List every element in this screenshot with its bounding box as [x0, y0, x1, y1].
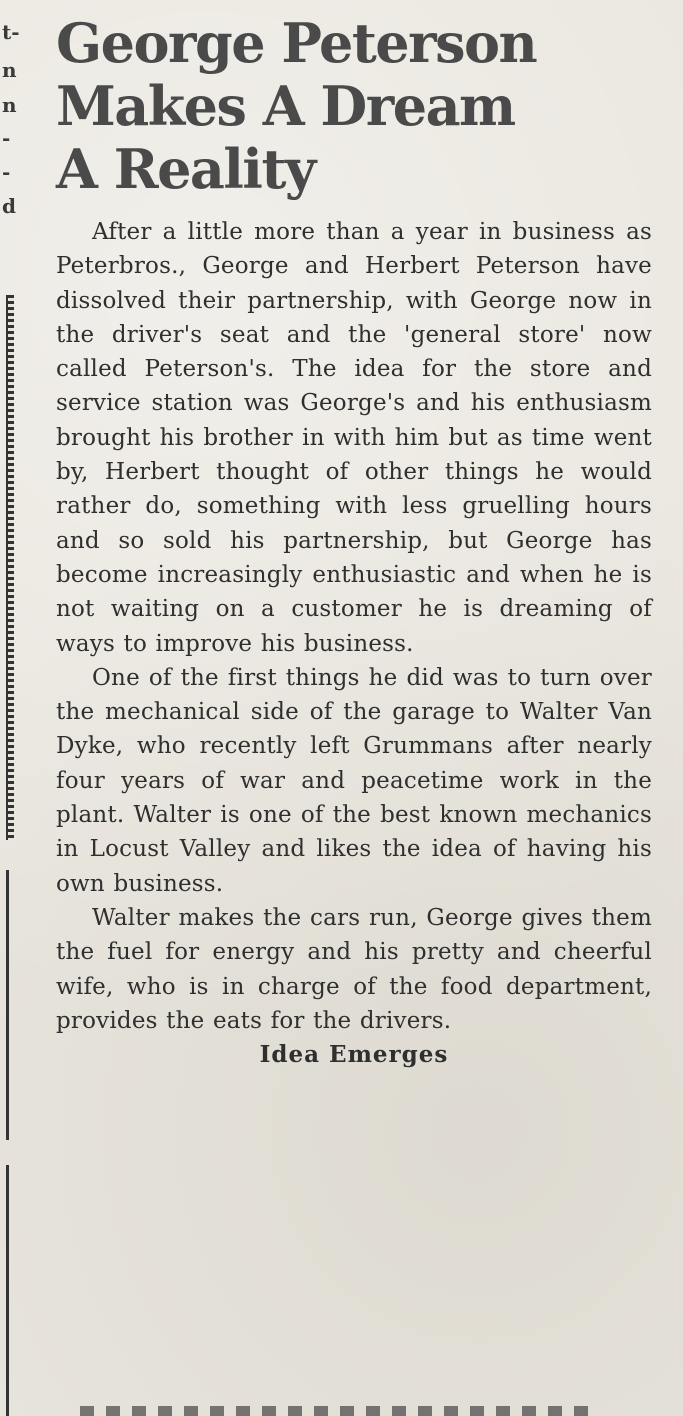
news-article — [56, 12, 652, 1072]
cut-off-text-line — [80, 1406, 600, 1416]
column-border-rule — [6, 870, 9, 1140]
margin-fragment: n — [2, 93, 17, 117]
adjacent-column-fragment — [0, 0, 24, 1416]
article-body — [56, 215, 652, 1072]
headline-line: Makes A Dream — [56, 74, 515, 138]
paragraph: One of the first things he did was to turn over the mechanical side of the garage to Walter Van Dyke, who recently left Grummans after nearly four years of war and peacetime work in the plant. Walter is one of the best known mechanics in Locust Valley and likes the idea of having his own business. — [56, 664, 652, 897]
section-subhead: Idea Emerges — [259, 1041, 449, 1069]
margin-fragment: n — [2, 58, 17, 82]
headline-line: A Reality — [56, 137, 315, 201]
paragraph: Walter makes the cars run, George gives them the fuel for energy and his pretty and cheerful wife, who is in charge of the food department, provides the eats for the drivers. — [56, 904, 652, 1034]
headline — [56, 12, 652, 201]
margin-fragment: t- — [2, 20, 20, 44]
ornamental-border-rule — [6, 295, 14, 840]
margin-fragment: - — [2, 160, 11, 184]
margin-fragment: d — [2, 194, 16, 218]
paragraph: After a little more than a year in business as Peterbros., George and Herbert Peterson have dissolved their partnership, with George now in the driver's seat and the 'general store' now called Peterson's. The idea for the store and service station was George's and his enthusiasm brought his brother in with him but as time went by, Herbert thought of other things he would rather do, something with less gruelling hours and so sold his partnership, but George has become increasingly enthusiastic and when he is not waiting on a customer he is dreaming of ways to improve his business. — [56, 219, 652, 657]
headline-line: George Peterson — [56, 11, 537, 75]
column-border-rule — [6, 1165, 9, 1416]
margin-fragment: - — [2, 126, 11, 150]
